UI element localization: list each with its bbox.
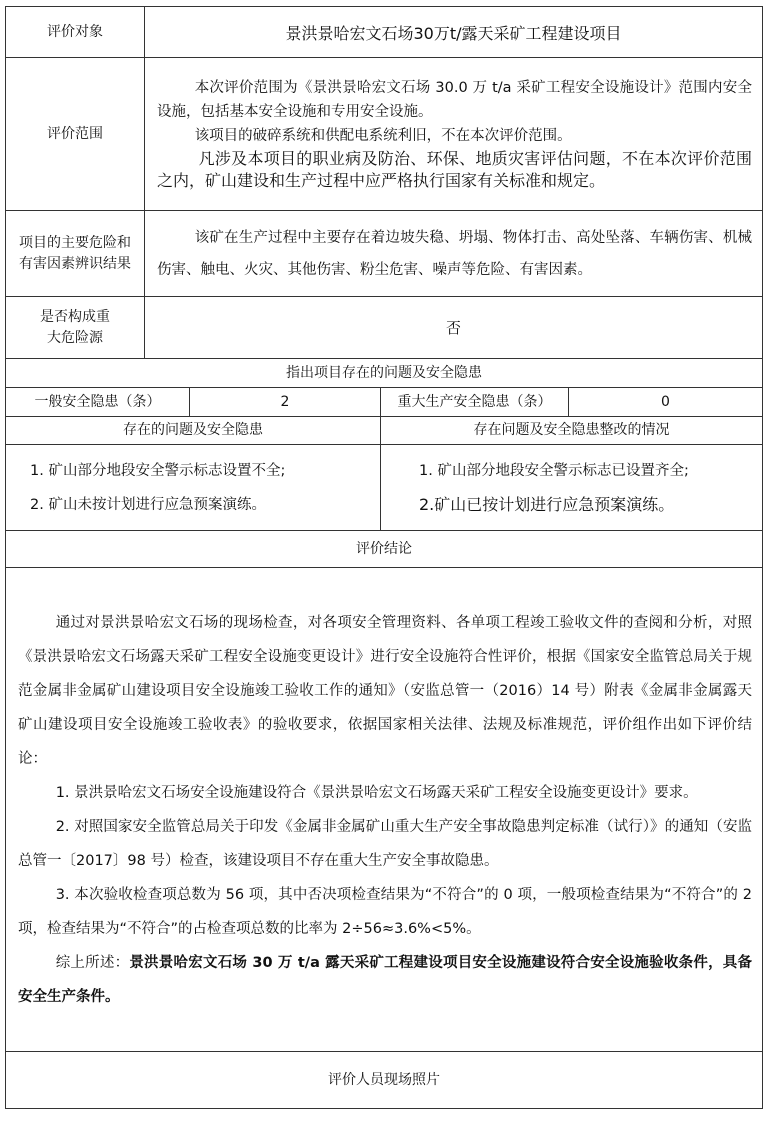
problem-item: 1. 矿山部分地段安全警示标志设置不全;: [30, 462, 286, 479]
row-hazards: [6, 211, 763, 297]
general-hazard-label: 一般安全隐患（条）: [6, 388, 190, 417]
rectifications-header: 存在问题及安全隐患整改的情况: [381, 417, 763, 445]
general-hazard-count: 2: [190, 388, 381, 417]
row-object: [6, 7, 763, 58]
conclusion-content: [6, 568, 763, 1052]
major-hazard-label: 是否构成重大危险源: [6, 297, 145, 359]
problems-header: 存在的问题及安全隐患: [6, 417, 381, 445]
hazard-value: 该矿在生产过程中主要存在着边坡失稳、坍塌、物体打击、高处坠落、车辆伤害、机械伤害、触电、火灾、其他伤害、粉尘危害、噪声等危险、有害因素。: [157, 229, 753, 278]
scope-paragraph-2: 该项目的破碎系统和供配电系统利旧，不在本次评价范围。: [194, 128, 572, 144]
row-major-hazard: [6, 297, 763, 359]
scope-content: [145, 58, 763, 211]
row-conclusion-header: [6, 531, 763, 568]
evaluation-form: [5, 6, 762, 1109]
conclusion-item-1: 1. 景洪景哈宏文石场安全设施建设符合《景洪景哈宏文石场露天采矿工程安全设施变更设计》要求。: [55, 784, 698, 801]
object-label: 评价对象: [6, 7, 145, 58]
conclusion-intro: 通过对景洪景哈宏文石场的现场检查，对各项安全管理资料、各单项工程竣工验收文件的查阅和分析，对照《景洪景哈宏文石场露天采矿工程安全设施变更设计》进行安全设施符合性评价，根据《国家安全监管总局关于规范金属非金属矿山建设项目安全设施竣工验收工作的通知》（安监总管一（2016）14 号）附表《金属非金属露天矿山建设项目安全设施竣工验收表》的验收要求，依据国家相关法律、法规及标准规范，评价组作出如下评价结论：: [18, 614, 753, 767]
serious-hazard-count: 0: [569, 388, 763, 417]
photos-header: 评价人员现场照片: [6, 1052, 763, 1109]
major-hazard-value: 否: [145, 297, 763, 359]
conclusion-item-2: 2. 对照国家安全监管总局关于印发《金属非金属矿山重大生产安全事故隐患判定标准（试行）》的通知（安监总管一〔2017〕98 号）检查，该建设项目不存在重大生产安全事故隐患。: [18, 818, 753, 869]
row-problem-lists: [6, 445, 763, 531]
issues-header: 指出项目存在的问题及安全隐患: [6, 359, 763, 388]
scope-paragraph-1: 本次评价范围为《景洪景哈宏文石场 30.0 万 t/a 采矿工程安全设施设计》范围内安全设施，包括基本安全设施和专用安全设施。: [157, 80, 753, 120]
hazard-label: 项目的主要危险和有害因素辨识结果: [6, 211, 145, 297]
evaluation-table: [5, 6, 763, 1109]
conclusion-header: 评价结论: [6, 531, 763, 568]
summary-bold: 景洪景哈宏文石场 30 万 t/a 露天采矿工程建设项目安全设施建设符合安全设施验收条件，具备安全生产条件。: [18, 954, 753, 1005]
summary-prefix: 综上所述：: [55, 954, 130, 971]
scope-paragraph-3: 凡涉及本项目的职业病及防治、环保、地质灾害评估问题，不在本次评价范围之内，矿山建设和生产过程中应严格执行国家有关标准和规定。: [157, 149, 753, 190]
row-problem-headers: [6, 417, 763, 445]
serious-hazard-label: 重大生产安全隐患（条）: [381, 388, 569, 417]
rectification-item: 1. 矿山部分地段安全警示标志已设置齐全;: [419, 462, 689, 479]
hazard-content: [145, 211, 763, 297]
problem-item: 2. 矿山未按计划进行应急预案演练。: [30, 496, 266, 513]
rectifications-list: [381, 445, 763, 531]
object-value: 景洪景哈宏文石场30万t/露天采矿工程建设项目: [145, 7, 763, 58]
rectification-item: 2.矿山已按计划进行应急预案演练。: [419, 494, 675, 514]
conclusion-item-3: 3. 本次验收检查项总数为 56 项，其中否决项检查结果为“不符合”的 0 项，一般项检查结果为“不符合”的 2 项，检查结果为“不符合”的占检查项总数的比率为 2÷56≈3.6%<5%。: [18, 886, 753, 937]
conclusion-summary: [18, 946, 752, 1014]
row-issues-header: [6, 359, 763, 388]
problems-list: [6, 445, 381, 531]
row-conclusion: [6, 568, 763, 1052]
row-counts: [6, 388, 763, 417]
scope-label: 评价范围: [6, 58, 145, 211]
row-photos-header: [6, 1052, 763, 1109]
row-scope: [6, 58, 763, 211]
